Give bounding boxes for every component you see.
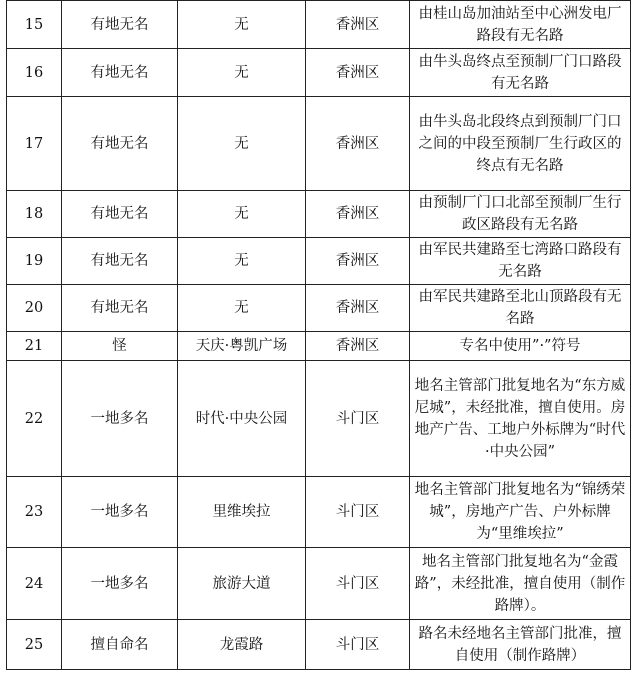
table-row xyxy=(7,477,631,548)
description: 由军民共建路至北山顶路段有无名路 xyxy=(410,285,631,332)
description: 专名中使用”·”符号 xyxy=(410,332,631,361)
place-name: 无 xyxy=(178,191,306,238)
place-name: 里维埃拉 xyxy=(178,477,306,548)
row-number: 16 xyxy=(7,49,62,97)
place-name-table xyxy=(6,0,631,670)
table-row xyxy=(7,620,631,670)
table-row xyxy=(7,97,631,191)
issue-type: 擅自命名 xyxy=(62,620,178,670)
district: 斗门区 xyxy=(306,620,410,670)
issue-type: 怪 xyxy=(62,332,178,361)
table-row xyxy=(7,332,631,361)
table-row xyxy=(7,548,631,620)
row-number: 19 xyxy=(7,238,62,285)
description: 由预制厂门口北部至预制厂生行政区路段有无名路 xyxy=(410,191,631,238)
row-number: 25 xyxy=(7,620,62,670)
issue-type: 有地无名 xyxy=(62,49,178,97)
description: 由牛头岛北段终点到预制厂门口之间的中段至预制厂生行政区的终点有无名路 xyxy=(410,97,631,191)
district: 香洲区 xyxy=(306,97,410,191)
place-name: 时代·中央公园 xyxy=(178,361,306,477)
district: 香洲区 xyxy=(306,49,410,97)
district: 香洲区 xyxy=(306,191,410,238)
row-number: 15 xyxy=(7,1,62,49)
issue-type: 有地无名 xyxy=(62,191,178,238)
table-row xyxy=(7,361,631,477)
table-row xyxy=(7,49,631,97)
table-row xyxy=(7,285,631,332)
description: 地名主管部门批复地名为“锦绣荣城”，房地产广告、户外标牌为“里维埃拉” xyxy=(410,477,631,548)
table-row xyxy=(7,1,631,49)
district: 香洲区 xyxy=(306,238,410,285)
district: 斗门区 xyxy=(306,361,410,477)
description: 由桂山岛加油站至中心洲发电厂路段有无名路 xyxy=(410,1,631,49)
description: 地名主管部门批复地名为“东方威尼城”，未经批准，擅自使用。房地产广告、工地户外标牌为“时代·中央公园” xyxy=(410,361,631,477)
row-number: 23 xyxy=(7,477,62,548)
issue-type: 一地多名 xyxy=(62,361,178,477)
issue-type: 有地无名 xyxy=(62,1,178,49)
table-row xyxy=(7,238,631,285)
place-name: 旅游大道 xyxy=(178,548,306,620)
row-number: 18 xyxy=(7,191,62,238)
district: 香洲区 xyxy=(306,285,410,332)
row-number: 17 xyxy=(7,97,62,191)
row-number: 24 xyxy=(7,548,62,620)
description: 路名未经地名主管部门批准，擅自使用（制作路牌） xyxy=(410,620,631,670)
issue-type: 一地多名 xyxy=(62,548,178,620)
issue-type: 有地无名 xyxy=(62,97,178,191)
place-name: 无 xyxy=(178,238,306,285)
place-name: 无 xyxy=(178,49,306,97)
row-number: 21 xyxy=(7,332,62,361)
district: 斗门区 xyxy=(306,477,410,548)
place-name: 龙霞路 xyxy=(178,620,306,670)
place-name: 天庆·粤凯广场 xyxy=(178,332,306,361)
place-name: 无 xyxy=(178,285,306,332)
district: 斗门区 xyxy=(306,548,410,620)
issue-type: 一地多名 xyxy=(62,477,178,548)
description: 由军民共建路至七湾路口路段有无名路 xyxy=(410,238,631,285)
description: 由牛头岛终点至预制厂门口路段有无名路 xyxy=(410,49,631,97)
issue-type: 有地无名 xyxy=(62,238,178,285)
district: 香洲区 xyxy=(306,332,410,361)
place-name: 无 xyxy=(178,1,306,49)
row-number: 20 xyxy=(7,285,62,332)
description: 地名主管部门批复地名为“金霞路”，未经批准，擅自使用（制作路牌）。 xyxy=(410,548,631,620)
table-row xyxy=(7,191,631,238)
place-name: 无 xyxy=(178,97,306,191)
row-number: 22 xyxy=(7,361,62,477)
district: 香洲区 xyxy=(306,1,410,49)
issue-type: 有地无名 xyxy=(62,285,178,332)
